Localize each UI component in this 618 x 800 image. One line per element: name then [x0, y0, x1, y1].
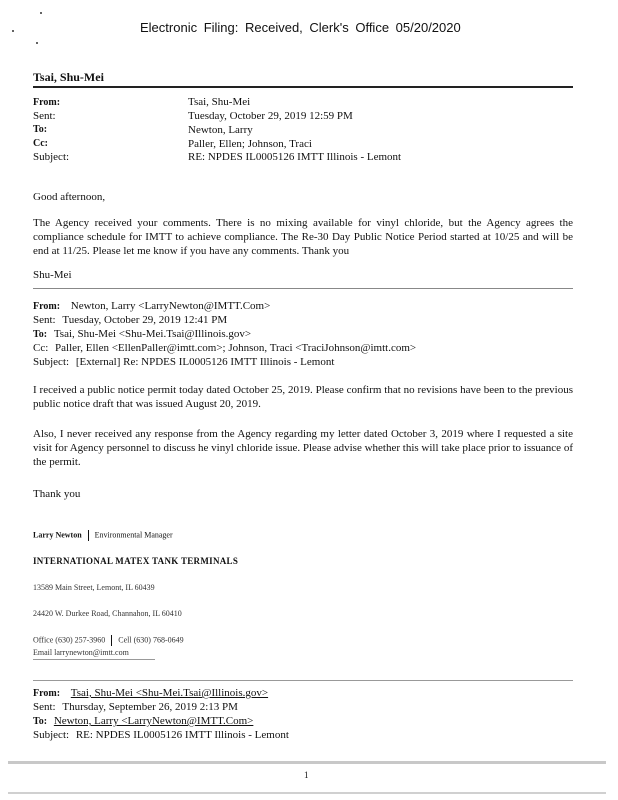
scan-speck [36, 42, 38, 44]
scan-speck [12, 30, 14, 32]
sig-name-line [33, 530, 173, 541]
email2-cc-line [33, 342, 416, 354]
sig-underline [33, 659, 155, 660]
to-value: Newton, Larry [188, 124, 253, 136]
cc-value: Paller, Ellen <EllenPaller@imtt.com>; Johnson, Traci <TraciJohnson@imtt.com> [55, 342, 417, 354]
email3-to-line [33, 715, 253, 727]
filing-banner: Electronic Filing: Received, Clerk's Office 05/20/2020 [140, 20, 461, 35]
email2-subject-line [33, 356, 334, 368]
to-label: To: [33, 716, 48, 727]
sig-name: Larry Newton [33, 530, 82, 540]
sig-address-2: 24420 W. Durkee Road, Channahon, IL 60410 [33, 609, 182, 618]
subject-label: Subject: [33, 151, 70, 163]
from-value[interactable]: Tsai, Shu-Mei <Shu-Mei.Tsai@Illinois.gov> [70, 687, 269, 699]
email2-para1: I received a public notice permit today dated October 25, 2019. Please confirm that no revisions have been to the previous public notice draft that was issued August 20, 2019. [33, 384, 573, 410]
from-label: From: [33, 97, 61, 108]
header-name: Tsai, Shu-Mei [33, 70, 104, 84]
email2-from-line [33, 300, 270, 312]
greeting: Good afternoon, [33, 191, 106, 203]
subject-label: Subject: [33, 729, 70, 741]
subject-value: RE: NPDES IL0005126 IMTT Illinois - Lemont [75, 729, 289, 741]
email3-sent-line [33, 701, 238, 713]
sig-email[interactable] [33, 648, 129, 657]
sig-cell: Cell (630) 768-0649 [118, 635, 184, 645]
from-label: From: [33, 301, 61, 312]
email3-from-line [33, 687, 268, 699]
sig-divider [111, 635, 112, 646]
sent-value: Thursday, September 26, 2019 2:13 PM [62, 701, 238, 713]
scan-speck [40, 12, 42, 14]
sent-value: Tuesday, October 29, 2019 12:41 PM [62, 314, 228, 326]
sig-email-text[interactable]: Email larrynewton@imtt.com [33, 648, 129, 657]
sig-company: INTERNATIONAL MATEX TANK TERMINALS [33, 556, 239, 566]
email1-body: The Agency received your comments. There is no mixing available for vinyl chloride, but the Agency agrees the compliance schedule for IMTT to achieve compliance. The Re-30 Day Public Notice Period started at 10/25 and will be end at 11/25. Please let me know if you have any comments. Thank you [33, 217, 573, 257]
from-label: From: [33, 688, 61, 699]
separator-rule [33, 680, 573, 681]
sig-title: Environmental Manager [94, 530, 173, 540]
to-label: To: [33, 124, 48, 135]
sig-divider [88, 530, 89, 541]
subject-label: Subject: [33, 356, 70, 368]
email3-subject-line [33, 729, 289, 741]
separator-rule [33, 288, 573, 289]
to-label: To: [33, 329, 48, 340]
sig-phone-line [33, 635, 184, 646]
signature: Shu-Mei [33, 269, 72, 281]
to-value[interactable]: Newton, Larry <LarryNewton@IMTT.Com> [53, 715, 254, 727]
email2-to-line [33, 328, 251, 340]
email2-sent-line [33, 314, 227, 326]
page-bottom-rule [8, 761, 606, 764]
sig-office: Office (630) 257-3960 [33, 635, 106, 645]
subject-value: RE: NPDES IL0005126 IMTT Illinois - Lemont [188, 151, 402, 163]
page-edge-rule [8, 792, 606, 794]
sent-label: Sent: [33, 701, 56, 713]
sent-value: Tuesday, October 29, 2019 12:59 PM [188, 110, 353, 122]
cc-label: Cc: [33, 342, 49, 354]
subject-value: [External] Re: NPDES IL0005126 IMTT Illinois - Lemont [75, 356, 335, 368]
header-rule [33, 86, 573, 88]
to-value: Tsai, Shu-Mei <Shu-Mei.Tsai@Illinois.gov> [53, 328, 252, 340]
closing: Thank you [33, 488, 81, 500]
sent-label: Sent: [33, 314, 56, 326]
sent-label: Sent: [33, 110, 56, 122]
cc-label: Cc: [33, 138, 48, 149]
email2-para2: Also, I never received any response from the Agency regarding my letter dated October 3, 2019 where I requested a site visit for Agency personnel to discuss he vinyl chloride issue. Please advise whether this will take place prior to issuance of the permit. [33, 428, 573, 468]
page-number: 1 [304, 770, 309, 780]
from-value: Tsai, Shu-Mei [188, 96, 251, 108]
cc-value: Paller, Ellen; Johnson, Traci [188, 138, 312, 150]
from-value: Newton, Larry <LarryNewton@IMTT.Com> [70, 300, 271, 312]
sig-address-1: 13589 Main Street, Lemont, IL 60439 [33, 583, 155, 592]
